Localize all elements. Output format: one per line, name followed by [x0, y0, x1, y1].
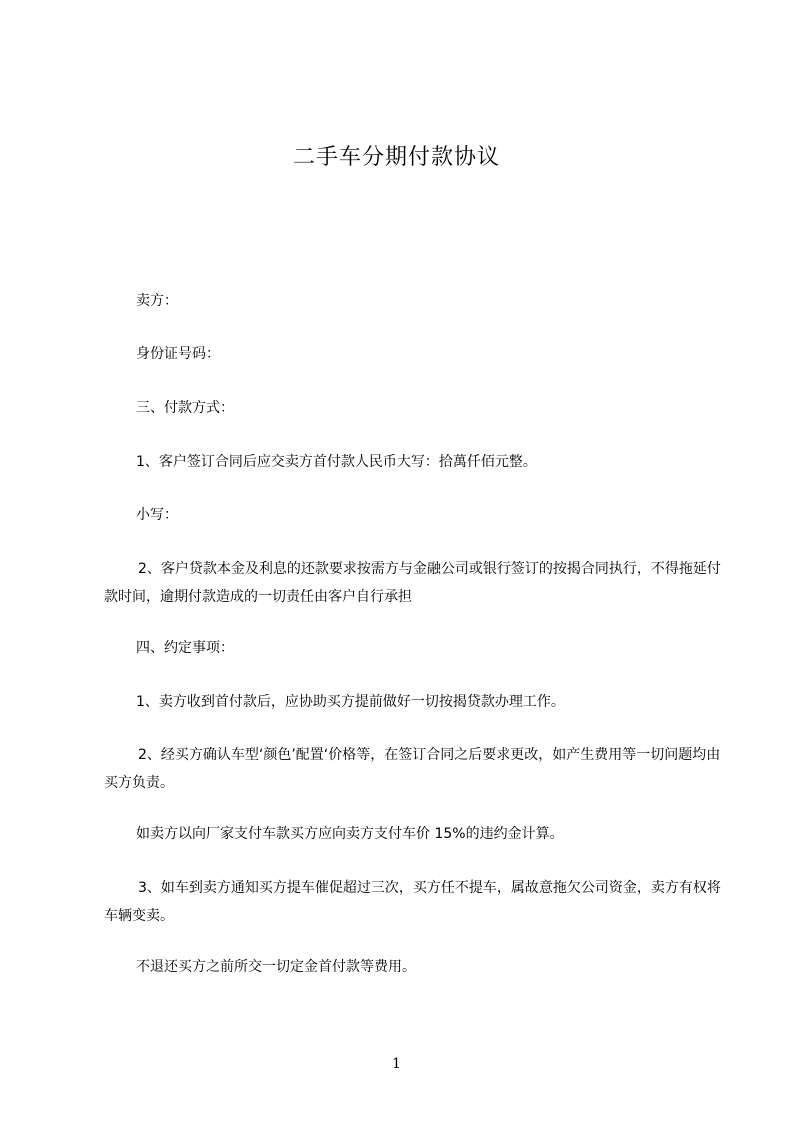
payment-clause-2: 2、客户贷款本金及利息的还款要求按需方与金融公司或银行签订的按揭合同执行，不得拖延付款时间，逾期付款造成的一切责任由客户自行承担 [104, 561, 721, 605]
section-payment-method-heading: 三、付款方式： [136, 400, 234, 416]
agreement-clause-3: 3、如车到卖方通知买方提车催促超过三次，买方任不提车，属故意拖欠公司资金，卖方有权将车辆变卖。 [104, 880, 721, 924]
document-title: 二手车分期付款协议 [292, 145, 500, 170]
agreement-clause-1: 1、卖方收到首付款后，应协助买方提前做好一切按揭贷款办理工作。 [136, 694, 565, 710]
no-refund-clause: 不退还买方之前所交一切定金首付款等费用。 [136, 959, 416, 975]
amount-lowercase-field: 小写： [136, 507, 178, 523]
page-number: 1 [392, 1056, 401, 1072]
payment-clause-1: 1、客户签订合同后应交卖方首付款人民币大写：拾萬仟佰元整。 [136, 454, 537, 470]
seller-field: 卖方： [136, 293, 178, 309]
penalty-clause: 如卖方以向厂家支付车款买方应向卖方支付车价 15%的违约金计算。 [136, 826, 564, 842]
section-agreement-heading: 四、约定事项： [136, 640, 234, 656]
id-number-field: 身份证号码： [136, 346, 220, 362]
agreement-clause-2: 2、经买方确认车型‘颜色’配置‘价格等，在签订合同之后要求更改，如产生费用等一切问题均由买方负责。 [104, 747, 721, 791]
